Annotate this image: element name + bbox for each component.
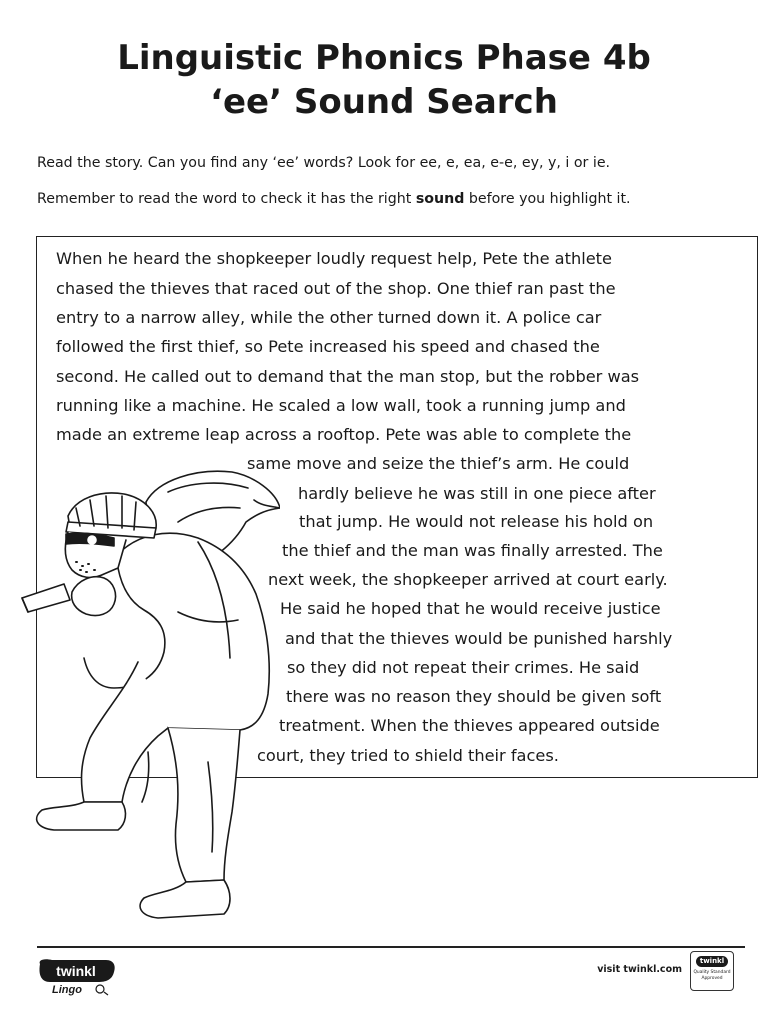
story-line: followed the first thief, so Pete increased his speed and chased the xyxy=(56,337,600,356)
story-line: running like a machine. He scaled a low wall, took a running jump and xyxy=(56,396,626,415)
instruction-line-1: Read the story. Can you find any ‘ee’ words? Look for ee, e, ea, e-e, ey, y, i or ie. xyxy=(37,155,611,171)
instruction-bold-word: sound xyxy=(415,191,465,207)
quality-badge-icon xyxy=(690,951,734,991)
story-line: hardly believe he was still in one piece after xyxy=(298,484,656,503)
visit-twinkl-link[interactable]: visit twinkl.com xyxy=(597,964,682,975)
twinkl-lingo-logo[interactable] xyxy=(36,958,116,996)
story-line: same move and seize the thief’s arm. He could xyxy=(247,454,630,473)
thief-with-sack-icon xyxy=(18,462,280,940)
story-line: next week, the shopkeeper arrived at court early. xyxy=(268,570,668,589)
story-line: so they did not repeat their crimes. He said xyxy=(287,658,640,677)
badge-text xyxy=(693,970,730,981)
page-title-line-2: ‘ee’ Sound Search xyxy=(210,82,558,122)
logo-word: twinkl xyxy=(56,963,96,979)
footer-divider xyxy=(37,946,745,948)
story-line: that jump. He would not release his hold on xyxy=(299,512,654,531)
story-line: court, they tried to shield their faces. xyxy=(257,746,559,765)
story-line: He said he hoped that he would receive justice xyxy=(280,599,661,618)
page-title xyxy=(0,36,768,124)
story-line: entry to a narrow alley, while the other turned down it. A police car xyxy=(56,308,602,327)
story-line: When he heard the shopkeeper loudly request help, Pete the athlete xyxy=(56,249,612,268)
story-line: the thief and the man was finally arrested. The xyxy=(282,541,663,560)
story-line: and that the thieves would be punished harshly xyxy=(285,629,673,648)
instruction-line-2-start: Remember to read the word to check it has the right xyxy=(37,191,416,207)
story-line: there was no reason they should be given soft xyxy=(286,687,662,706)
badge-brand: twinkl xyxy=(696,956,728,967)
badge-line-2: Approved xyxy=(701,975,723,981)
story-line: second. He called out to demand that the man stop, but the robber was xyxy=(56,367,640,386)
instruction-line-2-end: before you highlight it. xyxy=(464,191,631,207)
story-line: chased the thieves that raced out of the shop. One thief ran past the xyxy=(56,279,616,298)
story-line: treatment. When the thieves appeared outside xyxy=(279,716,660,735)
page-title-line-1: Linguistic Phonics Phase 4b xyxy=(117,38,651,78)
instruction-line-2 xyxy=(37,189,737,209)
story-line: made an extreme leap across a rooftop. Pete was able to complete the xyxy=(56,425,632,444)
badge-line-1: Quality Standard xyxy=(693,970,731,975)
logo-sub: Lingo xyxy=(52,984,82,996)
